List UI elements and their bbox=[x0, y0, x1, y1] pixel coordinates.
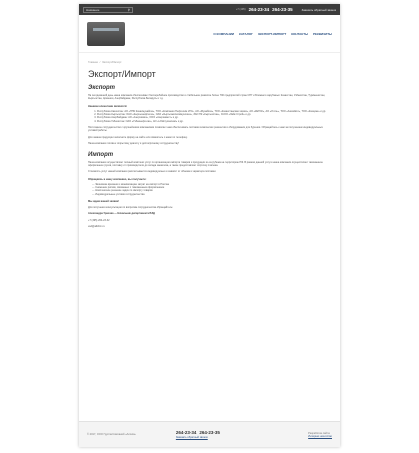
search-icon[interactable]: ⚲ bbox=[127, 7, 130, 12]
nav-export-import[interactable]: ЭКСПОРТ-ИМПОРТ bbox=[257, 31, 287, 36]
contact-phone[interactable]: +7 (495) 264-23-32 bbox=[88, 218, 110, 222]
footer bbox=[79, 421, 340, 447]
nav-requisites[interactable]: РЕКВИЗИТЫ bbox=[313, 31, 332, 36]
footer-dev-label: Разработка сайта: bbox=[308, 431, 331, 435]
breadcrumb-current: Экспорт/Импорт bbox=[102, 61, 122, 64]
footer-dev-link[interactable]: Интернет-агентство bbox=[308, 434, 332, 438]
footer-developer bbox=[308, 432, 332, 438]
import-para-2: Стоимость услуг нашей компании рассчитывается индивидуально и зависит от объёма и характера поставки. bbox=[88, 170, 217, 174]
import-intro: Наша компания осуществляет полный комплекс услуг по организации импорта товаров и продукции из-за рубежа на территорию РФ. В рамках данной услуги наша компания осуществляет таможенное оформление грузов, поставку от производителя до склада заказчика, а также предоставляет отсрочку платежа. bbox=[88, 160, 323, 168]
footer-phones-block bbox=[136, 430, 220, 439]
import-offer-label: Обращаясь в нашу компанию, вы получаете: bbox=[88, 177, 147, 181]
callback-button[interactable]: Заказать обратный звонок bbox=[301, 7, 336, 12]
nav-contacts[interactable]: КОНТАКТЫ bbox=[291, 31, 309, 36]
contact-name: Александра Уразова — Начальник департамента ВЭД bbox=[88, 212, 155, 216]
search-box[interactable] bbox=[83, 7, 133, 13]
list-item: 1. Республика Казахстан: АО «ПНК Казахмунайгаз», ТОО «Компания Нефтехим LTD», АО «Мунайгаз», ТОО «Казахстанская химия», АО «КЕГОК», АО «Уголь», ТОО «АзияАвто», ТОО «Казцинк» и др. bbox=[97, 110, 331, 113]
phone-code: +7 (495) bbox=[235, 8, 246, 11]
list-item: — Комплексное решение задач по импорту товаров bbox=[92, 189, 331, 192]
topbar-phones bbox=[236, 7, 336, 12]
nav-catalog[interactable]: КАТАЛОГ bbox=[239, 31, 253, 36]
export-partners-list bbox=[88, 110, 331, 123]
export-intro: На сегодняшний день наша компания обеспечивает бесперебойное производство и стабильное развитие более 790 предприятий стран СНГ и Ближнего зарубежья: Казахстан, Узбекистан, Туркменистан, Кыргызстан, Армения, Азербайджан, Республика Беларусь и т.д. bbox=[88, 94, 326, 101]
list-item: — Индивидуальные условия сотрудничества bbox=[92, 193, 331, 196]
footer-phone-1[interactable]: 264-23-34 bbox=[175, 430, 197, 435]
import-offers-list bbox=[88, 183, 331, 196]
header bbox=[79, 15, 340, 53]
nav-about[interactable]: О КОМПАНИИ bbox=[213, 31, 235, 36]
page bbox=[79, 4, 340, 447]
page-title: Экспорт/Импорт bbox=[88, 69, 156, 79]
phone-2[interactable]: 264-23-35 bbox=[272, 7, 293, 12]
footer-phones bbox=[176, 430, 220, 435]
list-item: — Снижение рисков, связанных с таможенным оформлением bbox=[92, 186, 331, 189]
main-nav bbox=[213, 32, 332, 36]
export-heading: Экспорт bbox=[88, 85, 116, 91]
footer-copyright: © 2017, ООО Группа Компаний «Алхим» bbox=[87, 433, 136, 436]
breadcrumb: Главная / Экспорт/Импорт bbox=[88, 61, 122, 64]
footer-phone-2[interactable]: 264-23-35 bbox=[199, 430, 220, 435]
topbar bbox=[79, 4, 340, 15]
export-outro-1: Постоянное сотрудничество с крупнейшими компаниями позволяет нам обеспечивать поставки химических реагентов и оборудования для бурения. Обращайтесь к нам за получением индивидуальных условий работы. bbox=[88, 126, 323, 133]
import-contact-line: Для получения консультации по вопросам сотрудничества обращайтесь: bbox=[88, 206, 173, 210]
contact-email[interactable]: ved@alkhim.ru bbox=[88, 225, 105, 229]
company-logo[interactable] bbox=[87, 22, 125, 46]
search-label: Название bbox=[86, 7, 100, 12]
main-content bbox=[79, 53, 340, 229]
phone-1[interactable]: 264-23-34 bbox=[248, 7, 270, 12]
import-cta: Мы ждем вашей заявки! bbox=[88, 200, 120, 204]
list-item: 3. Республика Азербайджан: АО «Азерхимия», ООО «Азеринвест» и др. bbox=[97, 116, 331, 119]
list-item: 2. Республика Кыргызстан: ОАО «Кыргызнефтегаз», ОАО «Кыргызжилкоммунсоюз», ЗАО ПК «Кыргызстан», ОсОО «Лайк Строй» и др. bbox=[97, 113, 331, 116]
list-item: — Экономию времени и минимизацию затрат на импорт в Россию bbox=[92, 183, 331, 186]
breadcrumb-home[interactable]: Главная bbox=[88, 61, 98, 64]
footer-callback-link[interactable]: Заказать обратный звонок bbox=[175, 436, 208, 439]
export-outro-3: Наша компания готова к открытому диалогу и долгосрочному сотрудничеству! bbox=[88, 142, 180, 146]
list-item: 4. Республика Узбекистан: ОАО «Узбекнефтегаз», АО «Uzkimyosanoat» и др. bbox=[97, 120, 331, 123]
export-partners-label: Нашими клиентами являются: bbox=[88, 104, 128, 108]
export-outro-2: Для заказа продукции заполните форму на сайте или свяжитесь с нами по телефону. bbox=[88, 135, 188, 139]
import-heading: Импорт bbox=[88, 151, 114, 158]
